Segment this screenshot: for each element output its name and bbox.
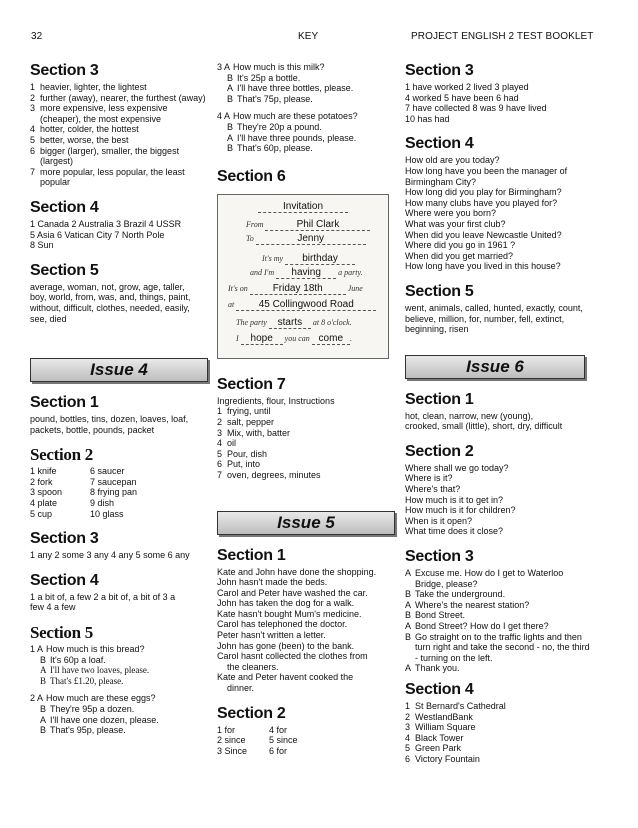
list-item: 1 heavier, lighter, the lightest xyxy=(30,82,147,92)
list-item: 1 frying, until xyxy=(217,406,271,417)
column-middle xyxy=(217,62,395,756)
invitation-card: Invitation From Phil Clark To Jenny It's my birthday and I'm having a party. It's on Friday 18th June at 45 Collingwood Road The party starts at 8 o'clock. I hope you can come . xyxy=(217,194,389,359)
section-title: Section 3 xyxy=(30,62,99,79)
answer-text: Where shall we go today? Where is it? Where's that? How much is it to get in? How much is it for children? When is it open? What time does it close? xyxy=(405,462,516,537)
section-title: Section 2 xyxy=(217,704,286,722)
list-item: 6 bigger (larger), smaller, the biggest (largest) xyxy=(30,145,180,167)
dialogue: 1 A How much is this bread? B It's 60p a loaf. A I'll have two loaves, please. B That's £1.20, please. 2 A How much are these eggs? B They're 95p a dozen. A I'll have one dozen, please. B That's 95p, please. xyxy=(30,644,159,736)
list-item: 7 oven, degrees, minutes xyxy=(217,469,321,480)
section-title: Section 2 xyxy=(405,442,474,460)
list-item: 5 better, worse, the best xyxy=(30,134,129,145)
answer-list xyxy=(30,82,208,188)
section-title: Section 4 xyxy=(30,571,99,589)
answer-text: average, woman, not, grow, age, taller, boy, world, from, was, and, things, paint, without, difficult, clothes, needed, easily, see, died xyxy=(30,281,191,324)
answer-text: 1 a bit of, a few 2 a bit of, a bit of 3 a few 4 a few xyxy=(30,591,176,613)
section-title: Section 4 xyxy=(405,135,474,153)
section-title: Section 1 xyxy=(217,546,286,564)
issue-banner: Issue 6 xyxy=(405,355,585,379)
list-item: 4 hotter, colder, the hottest xyxy=(30,124,139,135)
list-item: 2 salt, pepper xyxy=(217,416,275,427)
section-title: Section 4 xyxy=(405,680,474,698)
list-item: 4 plate 9 dish xyxy=(30,498,115,509)
answer-text: hot, clean, narrow, new (young), crooked, small (little), short, dry, difficult xyxy=(405,410,563,432)
dialogue: 3 A How much is this milk? B It's 25p a bottle. A I'll have three bottles, please. B That's 75p, please. 4 A How much are these potatoes? B They're 20p a pound. A I'll have three pounds, please. B That's 60p, please. xyxy=(217,62,358,154)
list-item: 2 further (away), nearer, the furthest (away) xyxy=(30,92,206,103)
section-title: Section 5 xyxy=(405,282,474,300)
answer-text: Kate and John have done the shopping. John hasn't made the beds. Carol and Peter have washed the car. John has taken the dog for a walk. Kate hasn't bought Mum's medicine. Carol has telephoned the doctor. Peter hasn't written a letter. John has gone (been) to the bank. Carol hasnt collected the clothes from the cleaners. Kate and Peter havent cooked the dinner. xyxy=(217,566,377,694)
list-item: 5 cup 10 glass xyxy=(30,508,124,519)
section-title: Section 1 xyxy=(30,394,99,412)
list-item: 3 more expensive, less expensive (cheaper), the most expensive xyxy=(30,103,168,124)
section-title: Section 3 xyxy=(405,548,474,566)
list-item: 4 oil xyxy=(217,438,237,449)
list-item: 4 Black Tower xyxy=(405,732,464,743)
answer-text: 1 have worked 2 lived 3 played 4 worked 5 have been 6 had 7 have collected 8 was 9 have lived 10 has had xyxy=(405,82,547,124)
answer-list: 1 for 4 for 2 since 5 since 3 Since 6 for xyxy=(217,724,298,756)
page-number: 32 xyxy=(31,31,43,42)
section-title: Section 6 xyxy=(217,167,286,185)
section-title: Section 5 xyxy=(30,261,99,279)
list-item: 3 Mix, with, batter xyxy=(217,427,291,438)
issue-banner: Issue 5 xyxy=(217,511,395,535)
section-title: Section 2 xyxy=(30,445,93,465)
section-title: Section 1 xyxy=(405,390,474,408)
answer-text: pound, bottles, tins, dozen, loaves, loaf, packets, bottle, pounds, packet xyxy=(30,414,189,435)
answer-list: Ingredients, flour, Instructions 1 frying, until 2 salt, pepper 3 Mix, with, batter 4 oil 5 Pour, dish 6 Put, into 7 oven, degrees, minutes xyxy=(217,396,395,481)
invitation-to: Jenny xyxy=(256,233,366,245)
invitation-address: 45 Collingwood Road xyxy=(236,299,376,311)
list-item: 5 Green Park xyxy=(405,743,462,754)
column-left xyxy=(30,62,208,736)
invitation-from: Phil Clark xyxy=(265,219,370,231)
invitation-date: Friday 18th xyxy=(250,283,346,295)
list-item: 7 more popular, less popular, the least popular xyxy=(30,166,185,188)
list-item: 5 Pour, dish xyxy=(217,448,268,459)
invitation-occasion: birthday xyxy=(285,253,355,265)
list-item: 6 Victory Fountain xyxy=(405,753,480,764)
list-item: 3 William Square xyxy=(405,722,476,733)
section-title: Section 4 xyxy=(30,198,99,216)
dialogue: A Excuse me. How do I get to Waterloo Bridge, please? B Take the underground. A Where's the nearest station? B Bond Street. A Bond Street? How do I get there? B Go straight on to the traffic lights and then turn right and take the second - no, the third - turning on the left. A Thank you. xyxy=(405,568,590,674)
book-title: PROJECT ENGLISH 2 TEST BOOKLET xyxy=(411,31,594,42)
answer-list xyxy=(405,701,615,765)
answer-text: went, animals, called, hunted, exactly, count, believe, million, for, number, fell, extinct, beginning, risen xyxy=(405,302,583,335)
list-item: 3 spoon 8 frying pan xyxy=(30,487,138,498)
list-item: 2 fork 7 saucepan xyxy=(30,476,137,487)
column-right xyxy=(405,62,615,765)
list-item: 1 knife 6 saucer xyxy=(30,466,125,477)
section-title: Section 3 xyxy=(30,530,99,548)
section-title: Section 5 xyxy=(30,623,93,643)
section-title: Section 7 xyxy=(217,375,286,393)
answer-text: How old are you today? How long have you been the manager of Birmingham City? How long did you play for Birmingham? How many clubs have you played for? Where were you born? What was your first club? When did you leave Newcastle United? Where did you go in 1961 ? When did you get married? How long have you lived in this house? xyxy=(405,155,568,272)
section-title: Section 3 xyxy=(405,62,474,79)
running-head: KEY xyxy=(298,31,319,42)
issue-banner: Issue 4 xyxy=(30,358,208,382)
answer-list xyxy=(30,466,208,519)
list-item: 1 St Bernard's Cathedral xyxy=(405,700,506,711)
list-item: 2 WestlandBank xyxy=(405,711,473,722)
answer-text: 1 Canada 2 Australia 3 Brazil 4 USSR 5 Asia 6 Vatican City 7 North Pole 8 Sun xyxy=(30,218,182,251)
list-item: 6 Put, into xyxy=(217,459,261,470)
answer-text: 1 any 2 some 3 any 4 any 5 some 6 any xyxy=(30,550,190,561)
invitation-title: Invitation xyxy=(258,201,348,213)
